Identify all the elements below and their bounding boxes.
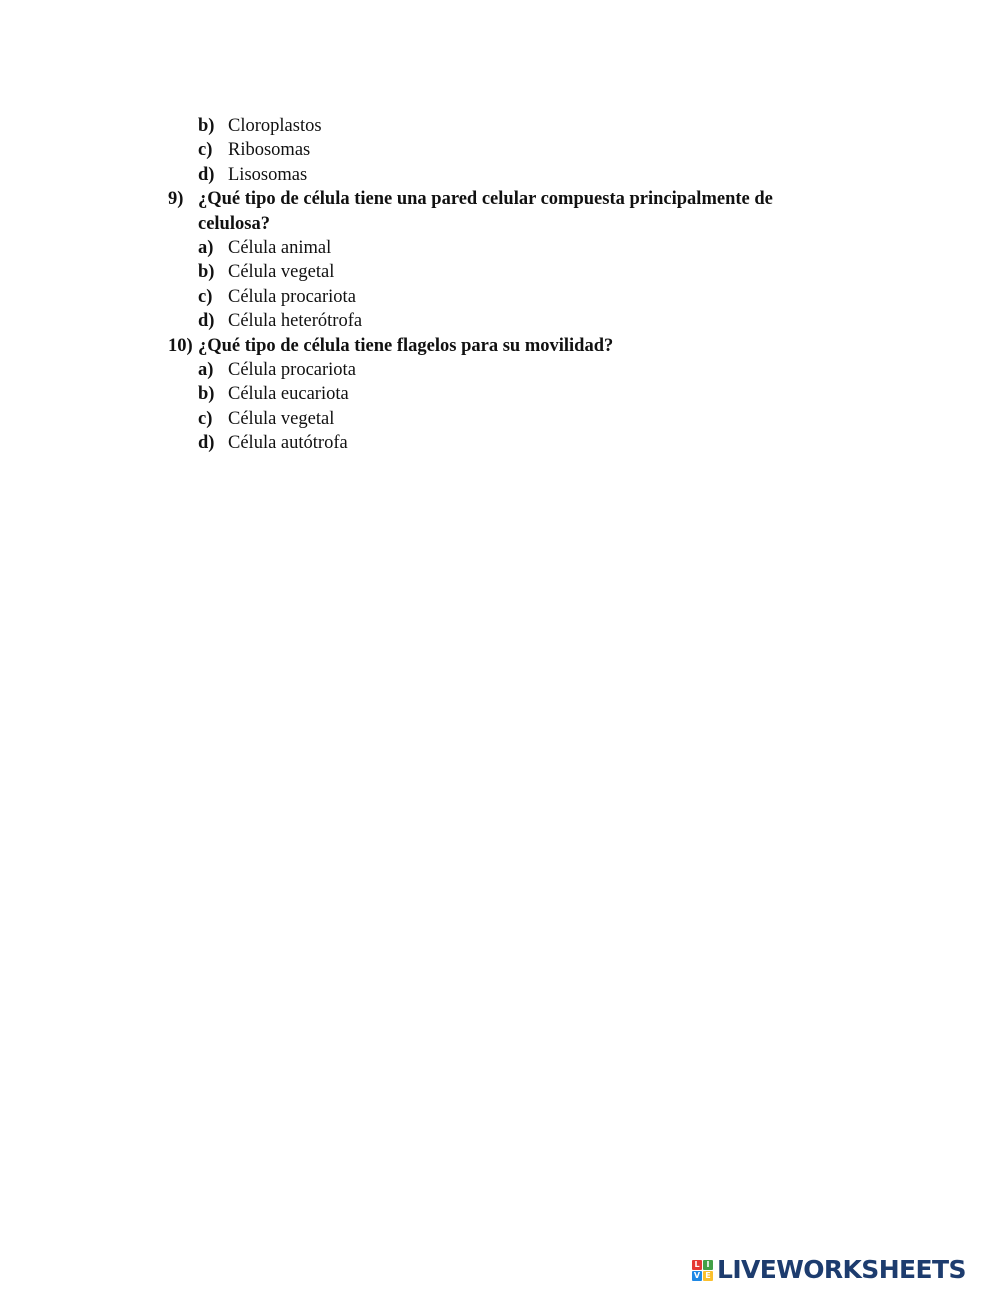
option-letter: c) [198,140,213,161]
logo-mark-tile: E [703,1271,713,1281]
option-text: Célula procariota [228,359,356,380]
option-letter: a) [198,237,214,258]
question-9-line-2 [0,212,1000,236]
option-text: Célula vegetal [228,408,335,429]
question-text: celulosa? [198,213,270,234]
option-item[interactable] [0,138,1000,162]
logo-mark-tile: V [693,1270,701,1280]
option-letter: d) [198,433,215,454]
option-letter: b) [198,262,215,283]
option-letter: d) [198,311,215,332]
question-number: 10) [168,335,193,356]
worksheet-content [0,114,1000,455]
logo-mark-tile: L [692,1260,702,1270]
option-letter: a) [198,359,214,380]
option-text: Célula procariota [228,286,356,307]
logo-mark-tile: I [703,1260,713,1270]
option-letter: b) [198,116,215,136]
option-text: Célula animal [228,237,332,258]
option-item[interactable] [0,382,1000,406]
logo-wordmark: LIVEWORKSHEETS [717,1255,966,1284]
option-item[interactable] [0,358,1000,382]
option-letter: c) [198,286,213,307]
option-item[interactable] [0,236,1000,260]
option-text: Célula autótrofa [228,433,348,454]
option-text: Lisosomas [228,164,308,185]
option-text: Cloroplastos [228,116,322,136]
option-letter: d) [198,164,215,185]
option-item[interactable] [0,285,1000,309]
option-item[interactable] [0,431,1000,455]
option-text: Célula eucariota [228,384,349,405]
question-text: ¿Qué tipo de célula tiene una pared celular compuesta principalmente de [198,189,773,210]
live-logo-mark-icon [692,1260,713,1281]
option-text: Célula heterótrofa [228,311,363,332]
question-9-line-1 [0,187,1000,211]
question-number: 9) [168,189,184,210]
liveworksheets-logo [692,1255,966,1285]
option-letter: b) [198,384,215,405]
option-item[interactable] [0,260,1000,284]
question-10-line-1 [0,334,1000,358]
option-text: Célula vegetal [228,262,335,283]
option-letter: c) [198,408,213,429]
question-text: ¿Qué tipo de célula tiene flagelos para su movilidad? [198,335,614,356]
option-item[interactable] [0,309,1000,333]
option-text: Ribosomas [228,140,311,161]
option-item[interactable] [0,163,1000,187]
option-item[interactable] [0,407,1000,431]
option-item[interactable] [0,114,1000,138]
